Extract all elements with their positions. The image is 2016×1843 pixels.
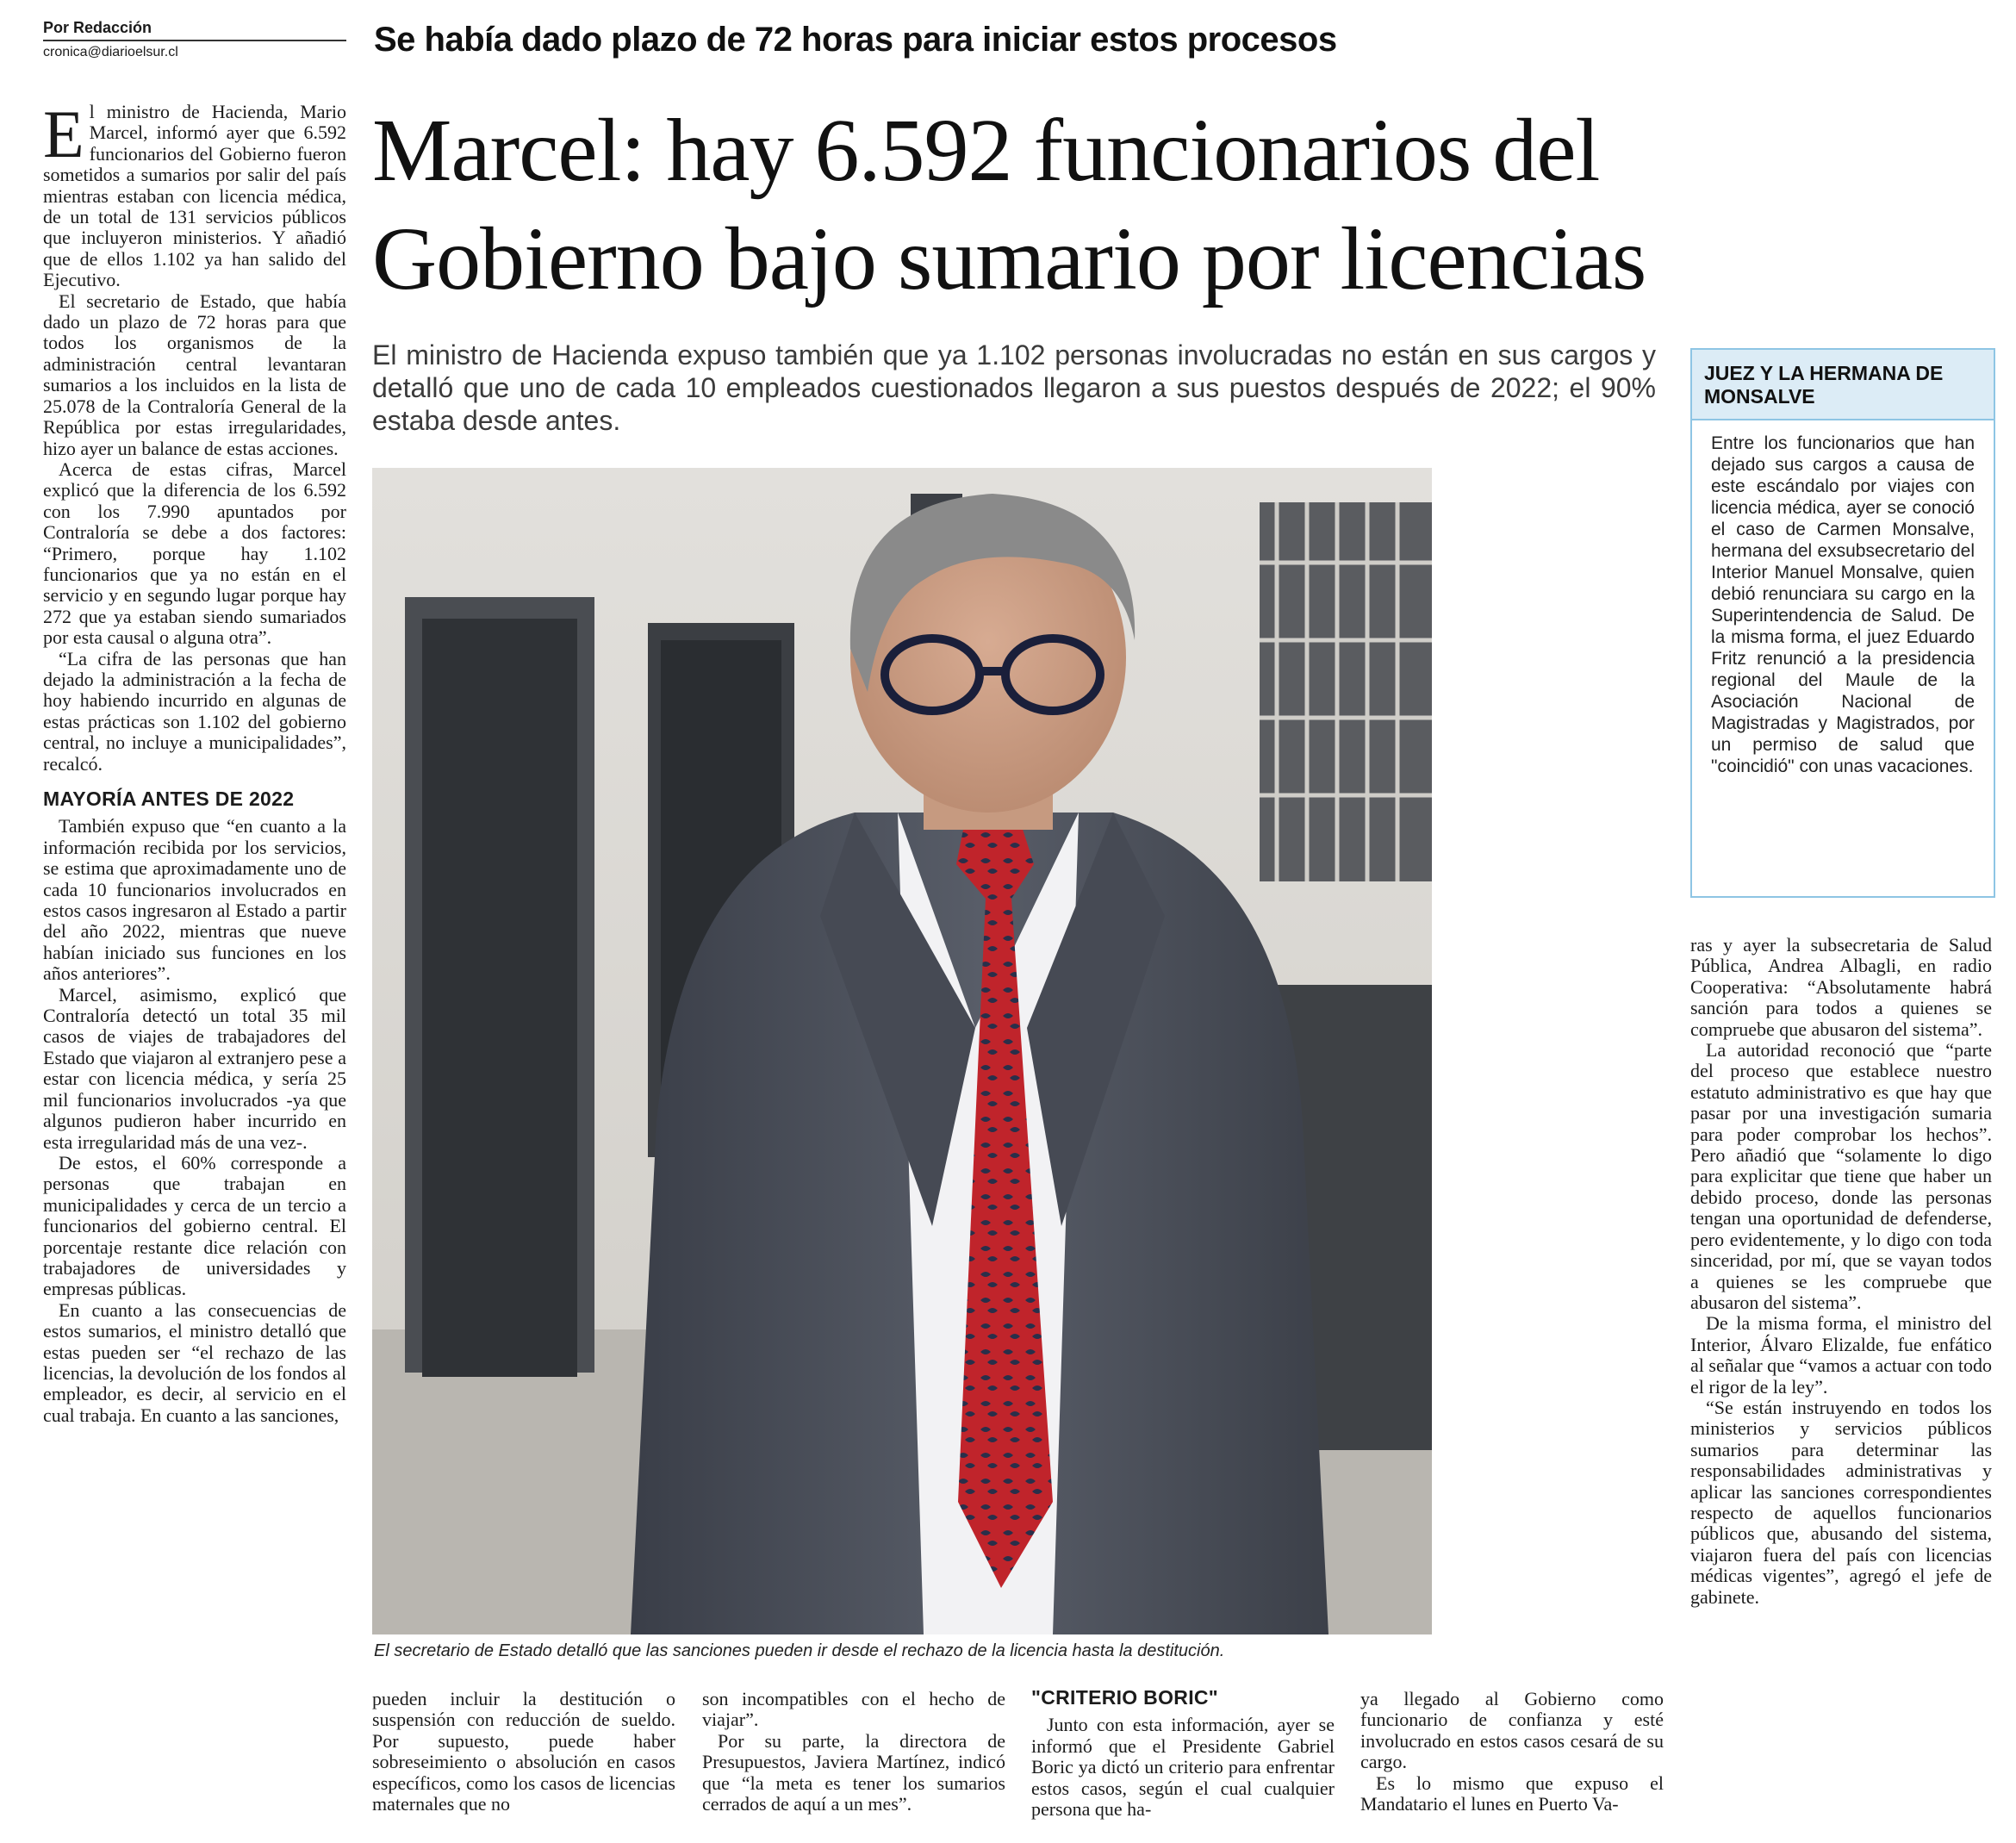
paragraph: De estos, el 60% corresponde a personas que trabajan en municipalidades y cerca de un tercio a funcionarios del gobierno central. El porcentaje restante dice relación con trabajadores de universidades y empresas públicas. <box>43 1151 346 1300</box>
paragraph: En cuanto a las consecuencias de estos sumarios, el ministro detalló que estas pueden ser “el rechazo de las licencias, la devolución de los fondos al empleador, es decir, al servicio en el cual trabaja. En cuanto a las sanciones, <box>43 1298 346 1426</box>
drop-cap: E <box>43 97 84 171</box>
byline-rule <box>43 40 346 41</box>
headline-line-2: Gobierno bajo sumario por licencias <box>372 209 1646 308</box>
article-column-1 <box>43 97 346 1426</box>
byline-author: Por Redacción <box>43 19 152 36</box>
paragraph: Junto con esta información, ayer se informó que el Presidente Gabriel Boric ya dictó un criterio para enfrentar estos casos, según el cual cualquier persona que ha- <box>1031 1714 1335 1821</box>
paragraph: Marcel, asimismo, explicó que Contraloría detectó un total 35 mil casos de viajes de trabajadores del Estado que viajaron al extranjero pese a estar con licencia médica, y sería 25 mil funcionarios involucrados -ya que algunos pudieron haber incurrido en esta irregularidad más de una vez-. <box>43 983 346 1153</box>
paragraph: ras y ayer la subsecretaria de Salud Pública, Andrea Albagli, en radio Cooperativa: “Absolutamente habrá sanción para todos a quienes se compruebe que abusaron del sistema”. <box>1690 934 1992 1040</box>
paragraph: ya llegado al Gobierno como funcionario de confianza y esté involucrado en estos casos cesará de su cargo. <box>1360 1688 1664 1773</box>
headline-line-1: Marcel: hay 6.592 funcionarios del <box>372 101 1600 200</box>
article-column-2 <box>372 1689 675 1815</box>
article-column-6 <box>1690 935 1992 1608</box>
byline-email: cronica@diarioelsur.cl <box>43 45 178 59</box>
sidebar-body: Entre los funcionarios que han dejado sus cargos a causa de este escándalo por viajes con licencia médica, ayer se conoció el caso de Carmen Monsalve, hermana del exsubsecretario del Interior Manuel Monsalve, quien debió renunciara su cargo en la Superintendencia de Salud. De la misma forma, el juez Eduardo Fritz renunció a la presidencia regional del Maule de la Asociación Nacional de Magistradas y Magistrados, por un permiso de salud que "coincidió" con unas vacaciones. <box>1711 433 1975 776</box>
section-subhead: "CRITERIO BORIC" <box>1031 1686 1218 1709</box>
sidebar-box <box>1690 348 1995 898</box>
article-column-3 <box>702 1689 1005 1815</box>
paragraph: “La cifra de las personas que han dejado la administración a la fecha de hoy habiendo incurrido en algunas de estas prácticas son 1.102 del gobierno central, no incluye a municipalidades”, recalcó. <box>43 647 346 775</box>
lede: El ministro de Hacienda expuso también que ya 1.102 personas involucradas no están en sus cargos y detalló que uno de cada 10 empleados cuestionados llegaron a sus puestos después de 2022; el 90% estaba desde antes. <box>372 339 1656 436</box>
paragraph: También expuso que “en cuanto a la información recibida por los servicios, se estima que aproximadamente uno de cada 10 funcionarios involucrados en estos casos ingresaron al Estado a partir del año 2022, mientras que nueve habían iniciado sus funciones en los años anteriores”. <box>43 815 346 985</box>
paragraph: pueden incluir la destitución o suspensión con reducción de sueldo. Por supuesto, puede haber sobreseimiento o absolución en casos específicos, como los casos de licencias maternales que no <box>372 1688 675 1815</box>
article-column-4 <box>1031 1687 1335 1820</box>
sidebar-title: JUEZ Y LA HERMANA DE MONSALVE <box>1692 350 1994 420</box>
paragraph <box>43 97 346 291</box>
paragraph: Acerca de estas cifras, Marcel explicó que la diferencia de los 6.592 con los 7.990 apuntados por Contraloría se debe a dos factores: “Primero, porque hay 1.102 funcionarios que ya no están en el servicio y en segundo lugar porque hay 272 que ya estaban siendo sumariados por esta causal o alguna otra”. <box>43 458 346 649</box>
paragraph: son incompatibles con el hecho de viajar”. <box>702 1688 1005 1731</box>
kicker: Se había dado plazo de 72 horas para iniciar estos procesos <box>374 21 1337 59</box>
paragraph: “Se están instruyendo en todos los ministerios y servicios públicos sumarios para determinar las responsabilidades administrativas y aplicar las sanciones correspondientes respecto de aquellos funcionarios públicos que, abusando del sistema, viajaron fuera del país con licencias médicas vigentes”, agregó el jefe de gabinete. <box>1690 1396 1992 1608</box>
paragraph-text: l ministro de Hacienda, Mario Marcel, informó ayer que 6.592 funcionarios del Gobierno fueron sometidos a sumarios por salir del país mientras estaban con licencia médica, de un total de 131 servicios públicos que incluyeron ministerios. Y añadió que de ellos 1.102 ya han salido del Ejecutivo. <box>43 101 346 291</box>
photo-caption: El secretario de Estado detalló que las sanciones pueden ir desde el rechazo de la licencia hasta la destitución. <box>374 1641 1225 1660</box>
headline <box>372 97 1992 314</box>
article-column-5 <box>1360 1689 1664 1815</box>
section-subhead: MAYORÍA ANTES DE 2022 <box>43 788 295 810</box>
paragraph: De la misma forma, el ministro del Interior, Álvaro Elizalde, fue enfático al señalar que “vamos a actuar con todo el rigor de la ley”. <box>1690 1312 1993 1398</box>
photo-illustration <box>372 468 1432 1634</box>
news-photo <box>372 468 1432 1634</box>
paragraph: La autoridad reconoció que “parte del proceso que establece nuestro estatuto administrativo es que hay que pasar por una investigación sumaria para poder comprobar los hechos”. Pero añadió que “solamente lo digo para explicitar que tiene que haber un debido proceso, donde las personas tengan una oportunidad de defenderse, pero evidentemente, y lo digo con toda sinceridad, por mí, que se vayan todos a quienes se les compruebe que abusaron del sistema”. <box>1690 1039 1992 1313</box>
paragraph: Es lo mismo que expuso el Mandatario el lunes en Puerto Va- <box>1360 1771 1664 1815</box>
paragraph: Por su parte, la directora de Presupuestos, Javiera Martínez, indicó que “la meta es tener los sumarios cerrados de aquí a un mes”. <box>702 1729 1005 1815</box>
byline <box>43 19 346 60</box>
paragraph: El secretario de Estado, que había dado un plazo de 72 horas para que todos los organismos de la administración central levantaran sumarios a los incluidos en la lista de 25.078 de la Contraloría General de la República por estas irregularidades, hizo ayer un balance de estas acciones. <box>43 290 346 459</box>
